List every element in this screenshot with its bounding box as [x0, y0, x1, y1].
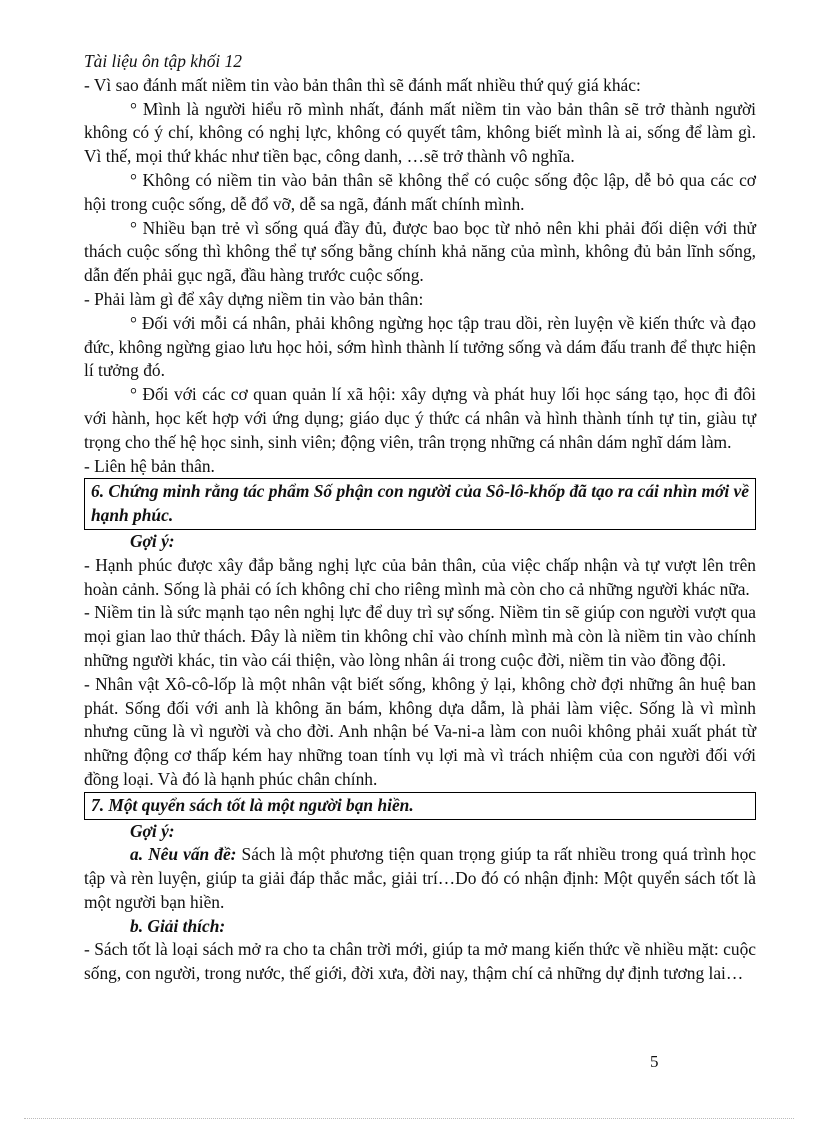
paragraph: - Niềm tin là sức mạnh tạo nên nghị lực để duy trì sự sống. Niềm tin sẽ giúp con người vượt qua mọi gian lao thử thách. Đây là niềm tin không chỉ vào chính mình mà còn là niềm tin vào chính những người khác, tin vào cái thiện, vào lòng nhân ái trong cuộc đời, niềm tin vào đồng đội. — [84, 602, 756, 670]
question-7-box: 7. Một quyển sách tốt là một người bạn hiền. — [84, 792, 756, 820]
paragraph: - Nhân vật Xô-cô-lốp là một nhân vật biết sống, không ỷ lại, không chờ đợi những ân huệ ban phát. Sống đối với anh là không ăn bám, không dựa dẫm, là phải làm việc. Sống là vì mình nhưng cũng là vì người và cho đời. Anh nhận bé Va-ni-a làm con nuôi không phải xuất phát từ những động cơ thấp kém hay những toan tính vụ lợi mà vì trách nhiệm của con người đối với đồng loại. Và đó là hạnh phúc chân chính. — [84, 673, 756, 789]
section-a-label: a. Nêu vấn đề: — [130, 844, 237, 865]
paragraph: ° Nhiều bạn trẻ vì sống quá đầy đủ, được bao bọc từ nhỏ nên khi phải đối diện với thử thách cuộc sống thì không thể tự sống bằng chính khả năng của mình, không đủ bản lĩnh sống, dẫn đến phải gục ngã, đầu hàng trước cuộc sống. — [84, 217, 756, 286]
document-page — [84, 50, 756, 986]
paragraph: ° Không có niềm tin vào bản thân sẽ không thể có cuộc sống độc lập, dễ bỏ qua các cơ hội trong cuộc sống, dễ đổ vỡ, dễ sa ngã, đánh mất chính mình. — [84, 169, 756, 214]
paragraph: - Hạnh phúc được xây đắp bằng nghị lực của bản thân, của việc chấp nhận và tự vượt lên trên hoàn cảnh. Sống là phải có ích không chỉ cho riêng mình mà còn cho cả những người khác nữa. — [84, 554, 756, 599]
hint-label: Gợi ý: — [130, 530, 175, 551]
paragraph: ° Mình là người hiểu rõ mình nhất, đánh mất niềm tin vào bản thân sẽ trở thành người không có ý chí, không có nghị lực, không có quyết tâm, không biết mình là ai, sống để làm gì. Vì thế, mọi thứ khác như tiền bạc, công danh, …sẽ trở thành vô nghĩa. — [84, 98, 756, 167]
question-6-box: 6. Chứng minh rằng tác phẩm Số phận con người của Sô-lô-khốp đã tạo ra cái nhìn mới về hạnh phúc. — [84, 478, 756, 530]
page-bottom-rule — [24, 1118, 794, 1119]
hint-label: Gợi ý: — [130, 820, 175, 841]
paragraph: ° Đối với các cơ quan quản lí xã hội: xây dựng và phát huy lối học sáng tạo, học đi đôi với hành, học kết hợp với ứng dụng; giáo dục ý thức cá nhân và hình thành tính tự tin, giàu tự trọng cho thế hệ học sinh, sinh viên; động viên, trân trọng những cá nhân dám nghĩ dám làm. — [84, 384, 756, 452]
paragraph: ° Đối với mỗi cá nhân, phải không ngừng học tập trau dồi, rèn luyện về kiến thức và đạo đức, không ngừng giao lưu học hỏi, sớm hình thành lí tưởng sống và dám đấu tranh để thực hiện lí tưởng đó. — [84, 312, 756, 381]
paragraph: - Liên hệ bản thân. — [84, 455, 215, 476]
section-a-text: Sách là một phương tiện quan trọng giúp ta rất nhiều trong quá trình học tập và rèn luyện, giúp ta giải đáp thắc mắc, giải trí…Do đó có nhận định: Một quyển sách tốt là một người bạn hiền. — [84, 844, 756, 912]
paragraph — [84, 843, 756, 914]
section-b-label: b. Giải thích: — [130, 915, 226, 936]
paragraph: - Vì sao đánh mất niềm tin vào bản thân thì sẽ đánh mất nhiều thứ quý giá khác: — [84, 74, 641, 95]
paragraph: - Phải làm gì để xây dựng niềm tin vào bản thân: — [84, 288, 424, 309]
paragraph: - Sách tốt là loại sách mở ra cho ta chân trời mới, giúp ta mở mang kiến thức về nhiều mặt: cuộc sống, con người, trong nước, thế giới, đời xưa, đời nay, thậm chí cả những dự định tương lai… — [84, 939, 756, 984]
document-header: Tài liệu ôn tập khối 12 — [84, 51, 242, 71]
page-number: 5 — [650, 1052, 659, 1071]
paragraph — [84, 915, 756, 939]
